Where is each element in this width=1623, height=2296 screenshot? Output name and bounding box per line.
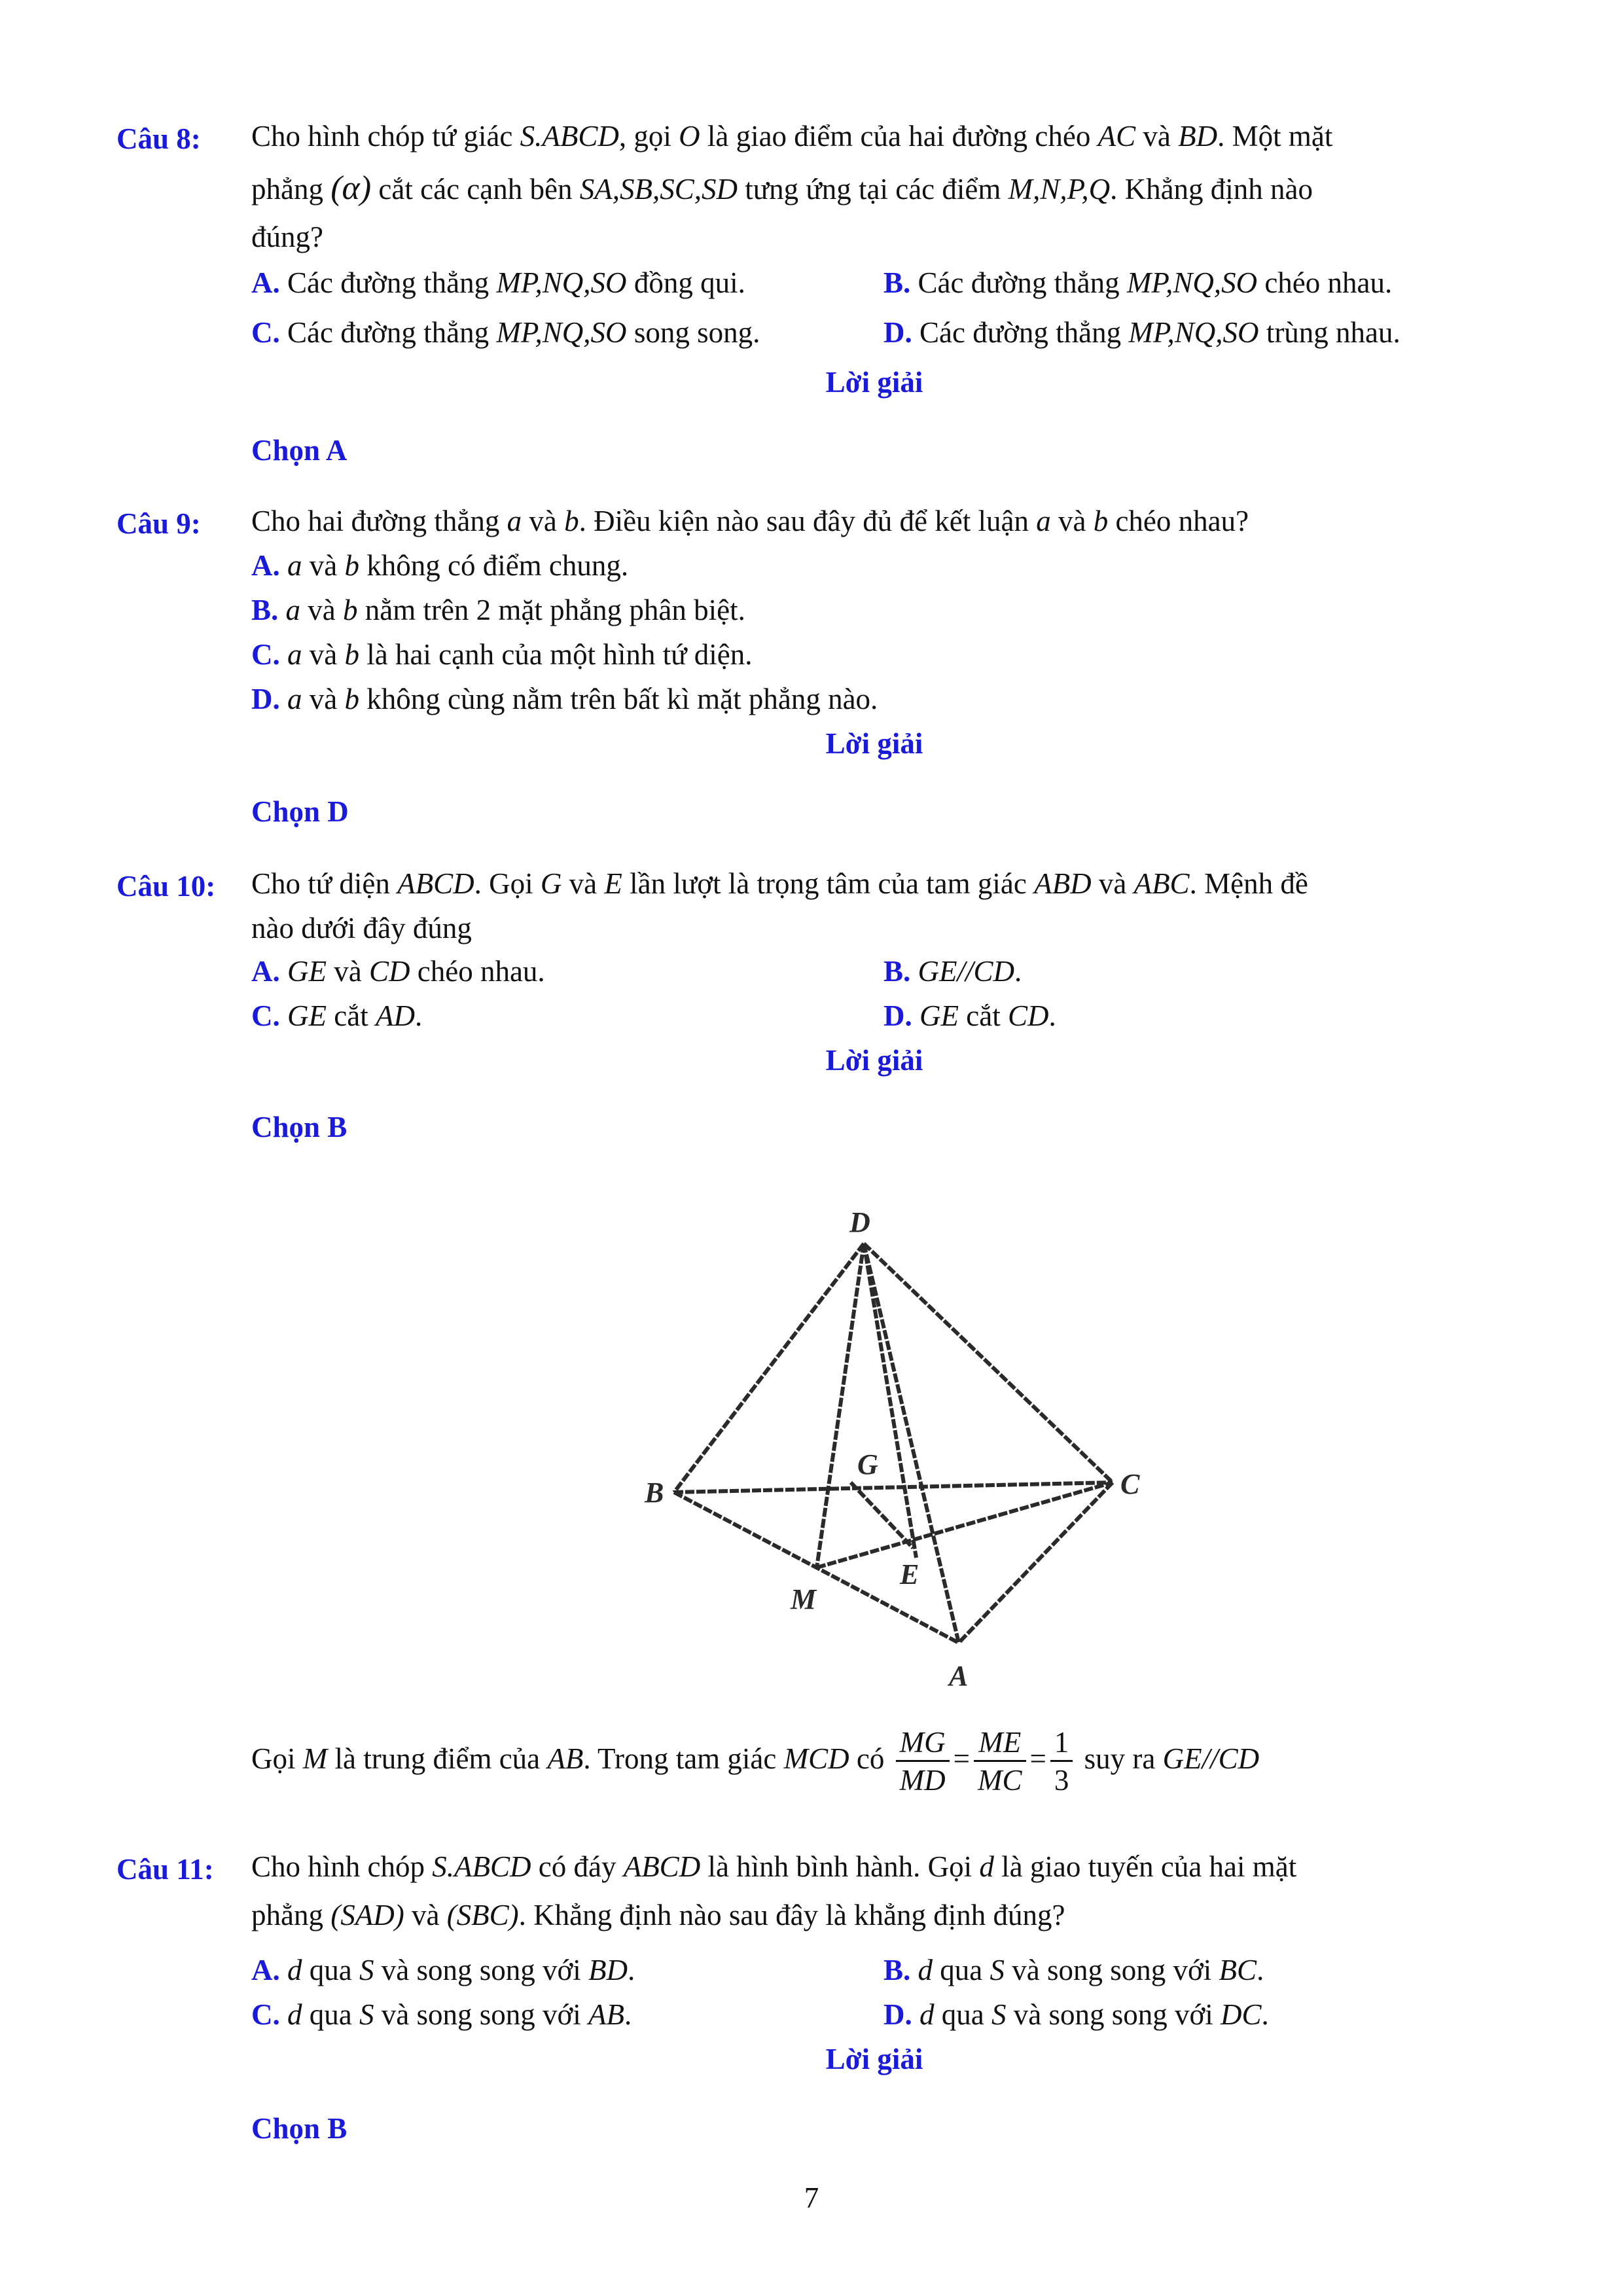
text: và bbox=[302, 638, 345, 671]
math: S bbox=[991, 1998, 1007, 2031]
equals: = bbox=[953, 1742, 970, 1775]
denominator: MC bbox=[978, 1764, 1022, 1797]
math: MP,NQ,SO bbox=[496, 266, 627, 299]
math: a bbox=[507, 505, 522, 537]
q10-stem-line1 bbox=[251, 869, 1308, 899]
numerator: ME bbox=[974, 1728, 1026, 1762]
math: BD bbox=[1178, 120, 1218, 152]
math: BC bbox=[1219, 1954, 1257, 1986]
text: trùng nhau. bbox=[1258, 316, 1400, 349]
math: d bbox=[919, 1998, 935, 2031]
text: đồng qui. bbox=[626, 266, 745, 299]
text: và bbox=[302, 683, 345, 715]
q9-label: Câu 9: bbox=[116, 507, 201, 540]
text: . Khẳng định nào bbox=[1110, 173, 1313, 206]
math: AB bbox=[588, 1998, 625, 2031]
text: và bbox=[562, 867, 605, 900]
q11-option-d[interactable] bbox=[883, 2000, 1269, 2030]
fraction-MG-MD bbox=[896, 1728, 950, 1795]
text: Cho tứ diện bbox=[251, 867, 398, 900]
q10-option-d[interactable] bbox=[883, 1001, 1056, 1031]
math: MP,NQ,SO bbox=[1126, 266, 1258, 299]
vertex-label-A: A bbox=[949, 1660, 969, 1692]
text: không có điểm chung. bbox=[359, 549, 629, 582]
text: . bbox=[628, 1954, 635, 1986]
math: d bbox=[979, 1850, 994, 1883]
text: Cho hai đường thẳng bbox=[251, 505, 507, 537]
text: là giao điểm của hai đường chéo bbox=[700, 120, 1098, 152]
q8-label: Câu 8: bbox=[116, 122, 201, 155]
text: là trung điểm của bbox=[327, 1742, 548, 1775]
text: Gọi bbox=[251, 1742, 303, 1775]
vertex-label-B: B bbox=[645, 1477, 664, 1509]
math: (α) bbox=[330, 170, 372, 207]
text: Cho hình chóp tứ giác bbox=[251, 120, 520, 152]
q10-explanation bbox=[251, 1728, 1259, 1795]
text: là giao tuyến của hai mặt bbox=[993, 1850, 1297, 1883]
segment-D-E bbox=[864, 1244, 916, 1558]
text: chéo nhau. bbox=[410, 955, 545, 988]
math: b bbox=[1093, 505, 1109, 537]
point-label-M: M bbox=[791, 1583, 817, 1615]
text: và bbox=[327, 955, 369, 988]
text: không cùng nằm trên bất kì mặt phẳng nào. bbox=[359, 683, 878, 715]
text: là hai cạnh của một hình tứ diện. bbox=[359, 638, 753, 671]
math: GE//CD bbox=[918, 955, 1015, 988]
option-label: B. bbox=[883, 266, 911, 299]
q8-option-b[interactable] bbox=[883, 268, 1392, 298]
point-label-G: G bbox=[857, 1448, 878, 1480]
math: ABCD bbox=[623, 1850, 701, 1883]
math: S bbox=[359, 1954, 374, 1986]
tetrahedron-figure bbox=[628, 1191, 1165, 1702]
text: song song. bbox=[626, 316, 760, 349]
q9-answer: Chọn D bbox=[251, 795, 349, 828]
text: . bbox=[1048, 999, 1056, 1032]
option-label: C. bbox=[251, 638, 280, 671]
point-label-E: E bbox=[900, 1558, 919, 1590]
q9-option-b[interactable] bbox=[251, 596, 745, 625]
math: a bbox=[287, 683, 302, 715]
math: GE bbox=[287, 999, 327, 1032]
math: AB bbox=[547, 1742, 584, 1775]
option-label: A. bbox=[251, 955, 280, 988]
q8-answer: Chọn A bbox=[251, 434, 348, 467]
q11-answer: Chọn B bbox=[251, 2112, 348, 2145]
math: MP,NQ,SO bbox=[1128, 316, 1259, 349]
q10-option-a[interactable] bbox=[251, 957, 545, 986]
q11-option-c[interactable] bbox=[251, 2000, 632, 2030]
math: a bbox=[285, 594, 301, 626]
option-label: B. bbox=[251, 594, 279, 626]
text: và bbox=[522, 505, 565, 537]
text: Cho hình chóp bbox=[251, 1850, 433, 1883]
text: lần lượt là trọng tâm của tam giác bbox=[622, 867, 1035, 900]
option-label: A. bbox=[251, 549, 280, 582]
text: tưng ứng tại các điểm bbox=[737, 173, 1008, 206]
option-label: C. bbox=[251, 316, 280, 349]
text: và bbox=[1135, 120, 1179, 152]
option-label: A. bbox=[251, 1954, 280, 1986]
text: Các đường thẳng bbox=[279, 316, 497, 349]
page-number: 7 bbox=[804, 2181, 819, 2214]
text: và song song với bbox=[1005, 1954, 1219, 1986]
option-label: C. bbox=[251, 1998, 280, 2031]
math: S bbox=[990, 1954, 1005, 1986]
text: . bbox=[1261, 1998, 1269, 2031]
math: b bbox=[564, 505, 579, 537]
q9-option-d[interactable] bbox=[251, 685, 878, 714]
text: . bbox=[414, 999, 423, 1032]
option-label: A. bbox=[251, 266, 280, 299]
q9-stem-line1 bbox=[251, 507, 1249, 536]
text: qua bbox=[302, 1954, 359, 1986]
q10-label: Câu 10: bbox=[116, 870, 216, 903]
text: cắt các cạnh bên bbox=[371, 173, 580, 206]
option-label: C. bbox=[251, 999, 280, 1032]
fraction-one-third bbox=[1050, 1728, 1073, 1795]
text: . Trong tam giác bbox=[583, 1742, 784, 1775]
option-label: B. bbox=[883, 955, 911, 988]
math: CD bbox=[368, 955, 410, 988]
text: có đáy bbox=[531, 1850, 624, 1883]
numerator: MG bbox=[896, 1728, 950, 1762]
q8-stem-line3: đúng? bbox=[251, 221, 323, 253]
q8-option-c[interactable] bbox=[251, 318, 760, 348]
text: phẳng bbox=[251, 1899, 331, 1931]
math: ABC bbox=[1133, 867, 1190, 900]
math: (SBC) bbox=[446, 1899, 519, 1931]
text: qua bbox=[302, 1998, 359, 2031]
text: và song song với bbox=[374, 1954, 589, 1986]
math: S.ABCD bbox=[432, 1850, 531, 1883]
math: GE bbox=[919, 999, 959, 1032]
text: , gọi bbox=[618, 120, 679, 152]
q10-option-b[interactable] bbox=[883, 957, 1022, 986]
q8-stem-line1 bbox=[251, 122, 1332, 151]
text: . Mệnh đề bbox=[1189, 867, 1308, 900]
math: G bbox=[540, 867, 562, 900]
text: . bbox=[1014, 955, 1022, 988]
edge-DB bbox=[674, 1244, 864, 1492]
denominator: MD bbox=[899, 1764, 946, 1797]
segment-DM bbox=[817, 1244, 864, 1568]
text: và song song với bbox=[374, 1998, 589, 2031]
math: a bbox=[287, 549, 302, 582]
math: b bbox=[344, 549, 359, 582]
q10-solution-heading: Lời giải bbox=[825, 1044, 923, 1077]
math: d bbox=[287, 1998, 302, 2031]
text: và bbox=[1091, 867, 1134, 900]
denominator: 3 bbox=[1054, 1764, 1069, 1797]
q9-option-c[interactable] bbox=[251, 640, 752, 670]
option-label: D. bbox=[883, 1998, 912, 2031]
text: Các đường thẳng bbox=[279, 266, 497, 299]
vertex-label-D: D bbox=[849, 1206, 870, 1238]
q11-stem-line2 bbox=[251, 1901, 1065, 1930]
q9-option-a[interactable] bbox=[251, 551, 628, 581]
math: AD bbox=[375, 999, 415, 1032]
math: DC bbox=[1221, 1998, 1262, 2031]
math: MCD bbox=[783, 1742, 849, 1775]
q8-stem-line2 bbox=[251, 171, 1313, 206]
numerator: 1 bbox=[1050, 1728, 1073, 1762]
q10-answer: Chọn B bbox=[251, 1111, 348, 1143]
math: b bbox=[343, 594, 358, 626]
text: chéo nhau. bbox=[1257, 266, 1393, 299]
text: và bbox=[300, 594, 343, 626]
fraction-ME-MC bbox=[974, 1728, 1026, 1795]
math: b bbox=[344, 683, 359, 715]
text: và song song với bbox=[1006, 1998, 1221, 2031]
text: . Điều kiện nào sau đây đủ để kết luận bbox=[579, 505, 1037, 537]
text: . Khẳng định nào sau đây là khẳng định đúng? bbox=[518, 1899, 1065, 1931]
text: . Một mặt bbox=[1217, 120, 1333, 152]
text: có bbox=[849, 1742, 892, 1775]
math: CD bbox=[1007, 999, 1049, 1032]
q11-option-a[interactable] bbox=[251, 1956, 635, 1985]
math: BD bbox=[588, 1954, 628, 1986]
math: GE//CD bbox=[1162, 1742, 1260, 1775]
math: (SAD) bbox=[330, 1899, 404, 1931]
text: cắt bbox=[327, 999, 376, 1032]
math: a bbox=[1036, 505, 1051, 537]
math: GE bbox=[287, 955, 327, 988]
q8-solution-heading: Lời giải bbox=[825, 366, 923, 399]
q11-label: Câu 11: bbox=[116, 1853, 214, 1886]
text: là hình bình hành. Gọi bbox=[700, 1850, 980, 1883]
edge-BC bbox=[674, 1482, 1113, 1492]
text: suy ra bbox=[1077, 1742, 1163, 1775]
option-label: D. bbox=[251, 683, 280, 715]
option-label: B. bbox=[883, 1954, 911, 1986]
text: Các đường thẳng bbox=[910, 266, 1127, 299]
q11-stem-line1 bbox=[251, 1852, 1296, 1882]
text: và bbox=[1050, 505, 1094, 537]
q11-solution-heading: Lời giải bbox=[825, 2043, 923, 2075]
q10-stem-line2: nào dưới đây đúng bbox=[251, 912, 472, 944]
math: d bbox=[287, 1954, 302, 1986]
text: qua bbox=[933, 1954, 990, 1986]
math: O bbox=[679, 120, 700, 152]
math: b bbox=[344, 638, 359, 671]
math: E bbox=[604, 867, 622, 900]
q11-option-b[interactable] bbox=[883, 1956, 1264, 1985]
text: chéo nhau? bbox=[1108, 505, 1249, 537]
math: a bbox=[287, 638, 302, 671]
text: . Gọi bbox=[474, 867, 541, 900]
equals: = bbox=[1029, 1742, 1046, 1775]
text: và bbox=[404, 1899, 447, 1931]
math: SA,SB,SC,SD bbox=[579, 173, 738, 206]
text: qua bbox=[934, 1998, 991, 2031]
vertex-label-C: C bbox=[1120, 1468, 1140, 1500]
text: phẳng bbox=[251, 173, 331, 206]
option-label: D. bbox=[883, 316, 912, 349]
math: M,N,P,Q bbox=[1008, 173, 1111, 206]
option-label: D. bbox=[883, 999, 912, 1032]
q9-solution-heading: Lời giải bbox=[825, 727, 923, 760]
q8-option-d[interactable] bbox=[883, 318, 1400, 348]
math: M bbox=[302, 1742, 328, 1775]
math: AC bbox=[1097, 120, 1136, 152]
math: S bbox=[359, 1998, 374, 2031]
math: ABD bbox=[1034, 867, 1092, 900]
text: . bbox=[624, 1998, 632, 2031]
q8-option-a[interactable] bbox=[251, 268, 745, 298]
text: . bbox=[1257, 1954, 1264, 1986]
text: và bbox=[302, 549, 345, 582]
math: S.ABCD bbox=[520, 120, 619, 152]
text: Các đường thẳng bbox=[912, 316, 1129, 349]
text: nằm trên 2 mặt phẳng phân biệt. bbox=[357, 594, 745, 626]
math: ABCD bbox=[397, 867, 474, 900]
q10-option-c[interactable] bbox=[251, 1001, 422, 1031]
math: MP,NQ,SO bbox=[496, 316, 627, 349]
math: d bbox=[918, 1954, 933, 1986]
edge-DC bbox=[864, 1244, 1113, 1482]
text: cắt bbox=[959, 999, 1008, 1032]
